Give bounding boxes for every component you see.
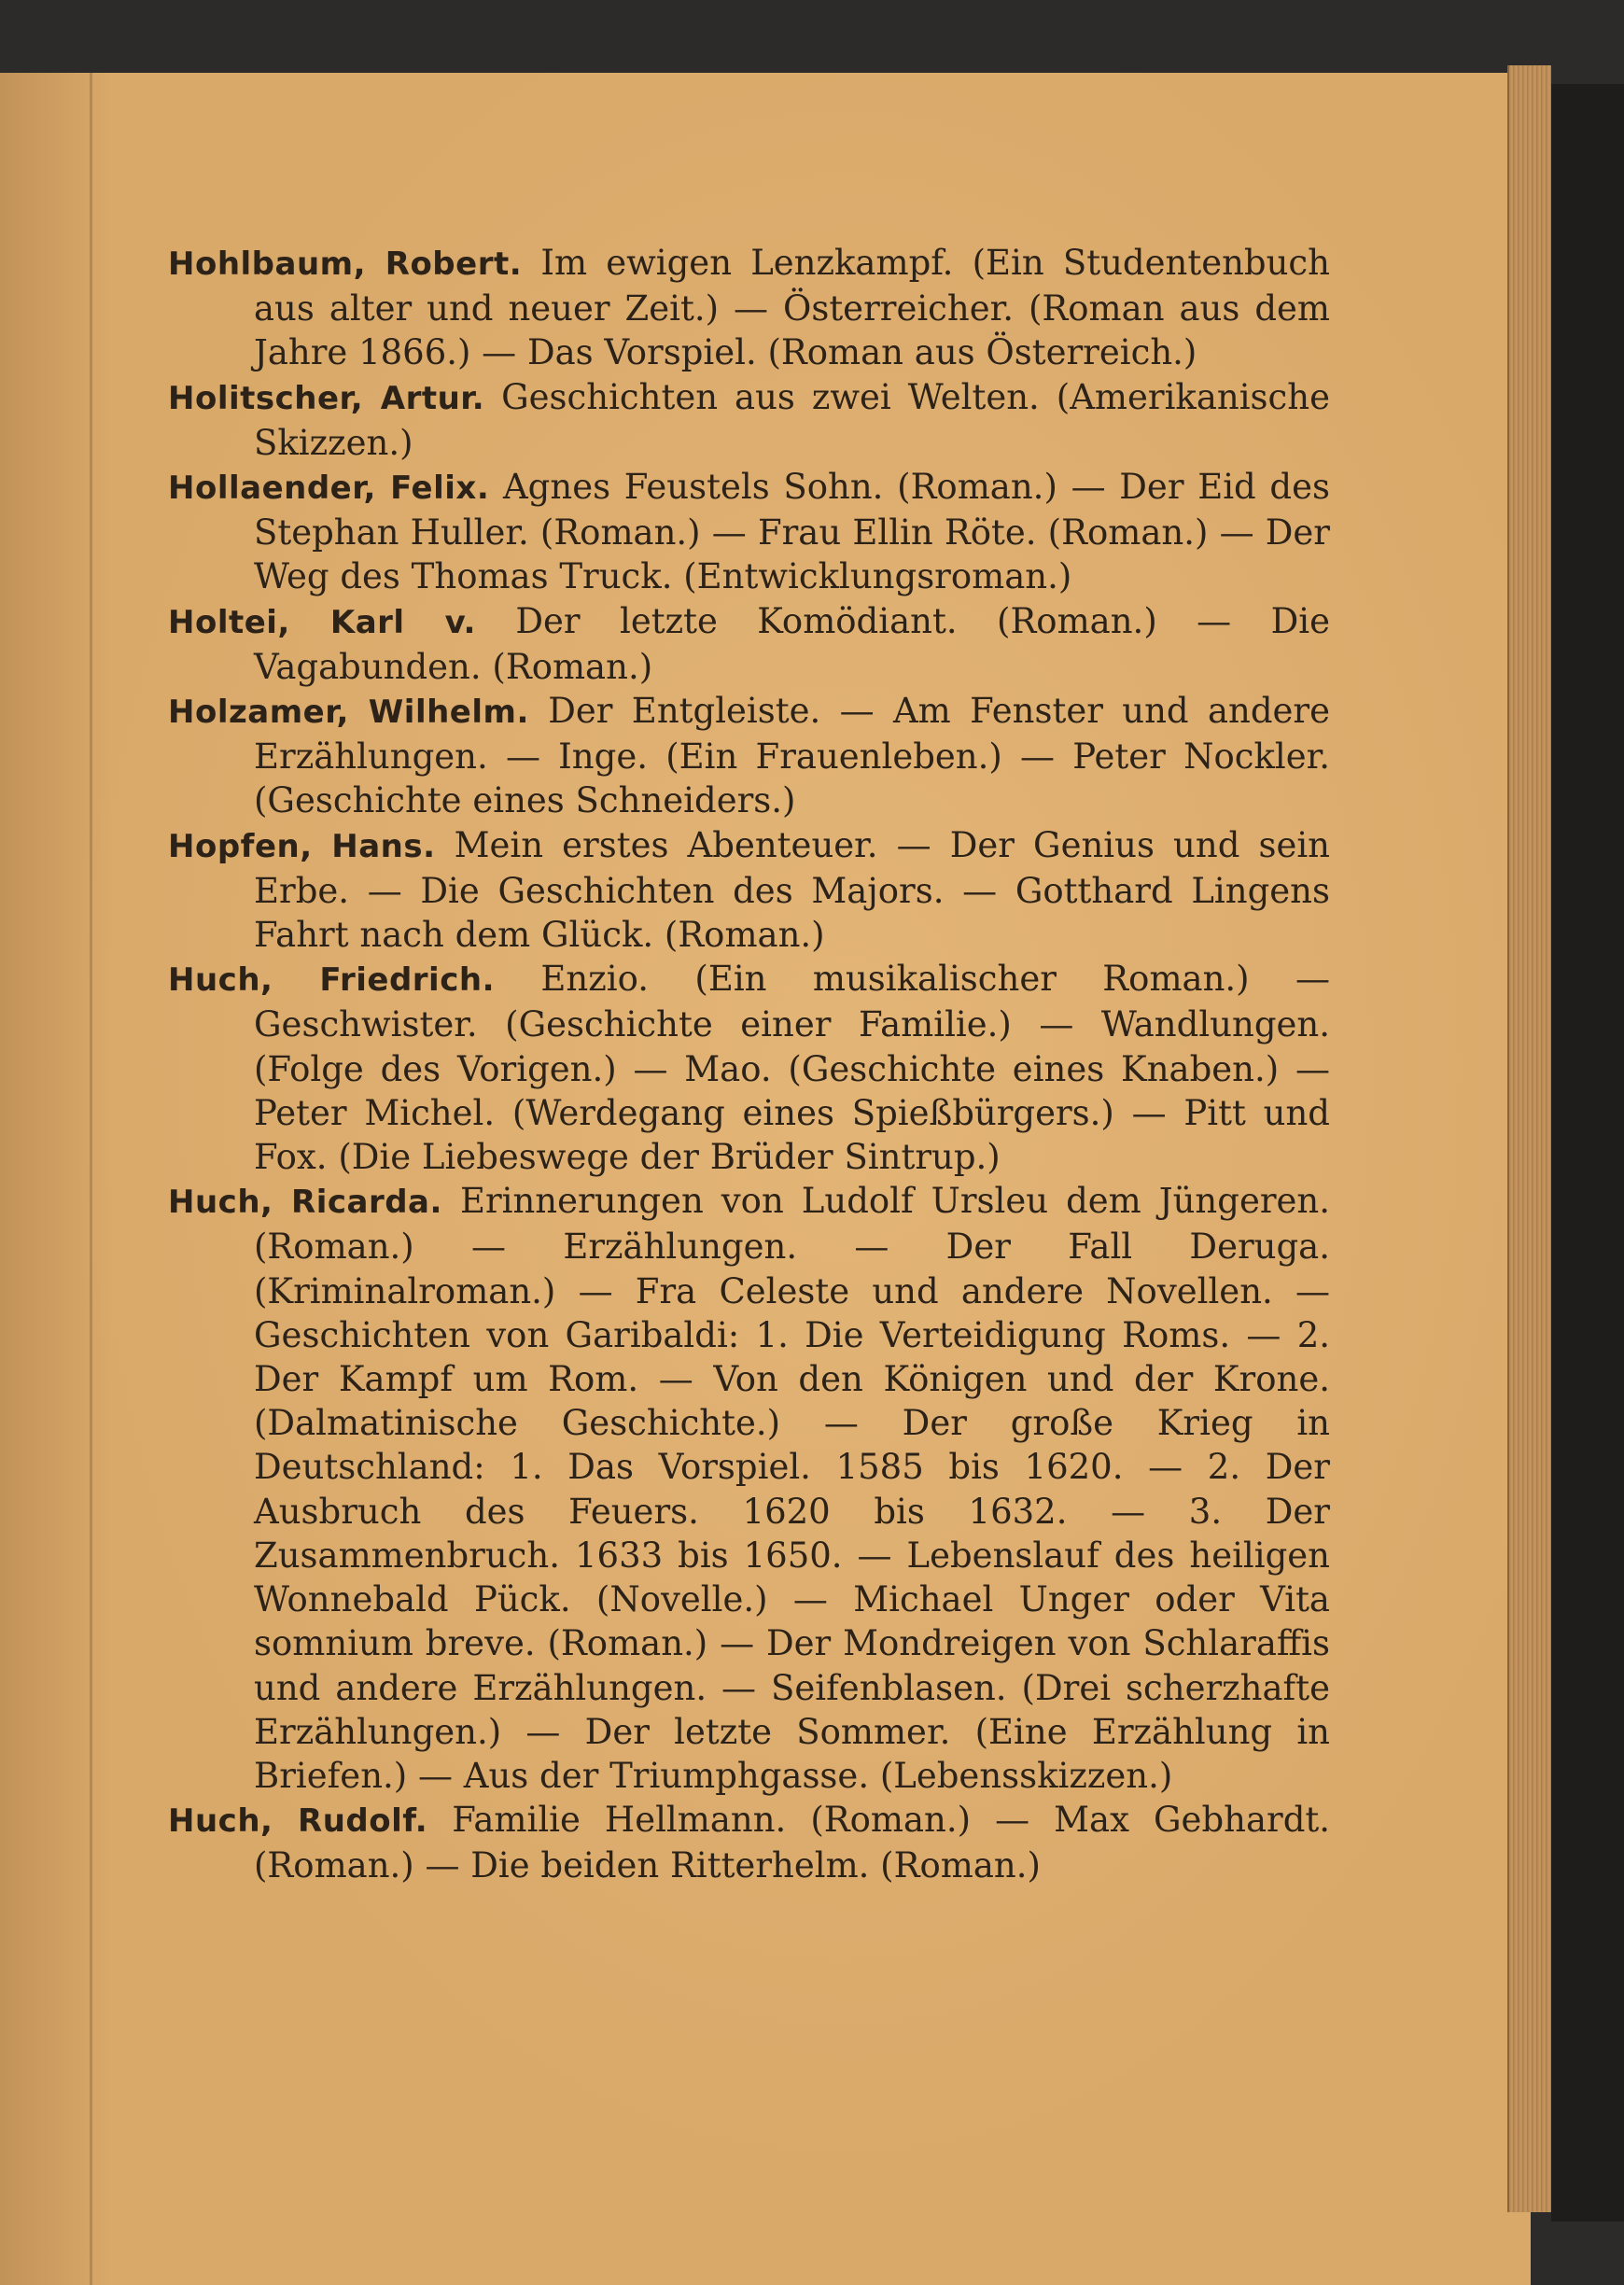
works-list: Erinnerungen von Ludolf Ursleu dem Jüngeren. (Roman.) — Erzählungen. — Der Fall Deruga. (Kriminalroman.) — Fra Celeste und andere Novellen. — Geschichten von Garibaldi: 1. Die Verteidigung Roms. — 2. Der Kampf um Rom. — Von den Königen und der Krone. (Dalmatinische Geschichte.) — Der große Krieg in Deutschland: 1. Das Vorspiel. 1585 bis 1620. — 2. Der Ausbruch des Feuers. 1620 bis 1632. — 3. Der Zusammenbruch. 1633 bis 1650. — Lebenslauf des heiligen Wonnebald Pück. (Novelle.) — Michael Unger oder Vita somnium breve. (Roman.) — Der Mondreigen von Schlaraffis und andere Erzählungen. — Seifenblasen. (Drei scherzhafte Erzählungen.) — Der letzte Sommer. (Eine Erzählung in Briefen.) — Aus der Triumphgasse. (Lebensskizzen.) [254,1181,1331,1796]
entry-hollaender [168,465,1330,599]
entry-holtei [168,599,1330,689]
works-list: Enzio. (Ein musikalischer Roman.) — Geschwister. (Geschichte einer Familie.) — Wandlungen. (Folge des Vorigen.) — Mao. (Geschichte eines Knaben.) — Peter Michel. (Werdegang eines Spießbürgers.) — Pitt und Fox. (Die Liebeswege der Brüder Sintrup.) [254,959,1331,1178]
book-spine [1551,84,1624,2222]
page-gutter-shadow [90,73,92,2285]
bibliography-list [168,241,1330,1888]
works-list: Der letzte Komödiant. (Roman.) — Die Vagabunden. (Roman.) [254,600,1331,687]
entry-huch-rudolf [168,1798,1330,1887]
author-name: Hollaender, Felix. [168,470,490,508]
works-list: Mein erstes Abenteuer. — Der Genius und sein Erbe. — Die Geschichten des Majors. — Gotthard Lingens Fahrt nach dem Glück. (Roman.) [254,824,1331,956]
entry-huch-friedrich [168,957,1330,1179]
works-list: Familie Hellmann. (Roman.) — Max Gebhardt. (Roman.) — Die beiden Ritterhelm. (Roman.) [254,1800,1331,1886]
author-name: Huch, Ricarda. [168,1184,442,1222]
author-name: Hopfen, Hans. [168,827,436,865]
entry-hopfen [168,823,1330,958]
author-name: Holzamer, Wilhelm. [168,694,529,732]
entry-huch-ricarda [168,1179,1330,1798]
works-list: Im ewigen Lenzkampf. (Ein Studentenbuch aus alter und neuer Zeit.) — Österreicher. (Roman aus dem Jahre 1866.) — Das Vorspiel. (Roman aus Österreich.) [254,243,1330,373]
works-list: Agnes Feustels Sohn. (Roman.) — Der Eid des Stephan Huller. (Roman.) — Frau Ellin Röte. (Roman.) — Der Weg des Thomas Truck. (Entwicklungsroman.) [254,467,1330,597]
author-name: Holtei, Karl v. [168,603,476,641]
author-name: Hohlbaum, Robert. [168,245,523,283]
page-edges [1507,65,1551,2212]
entry-holzamer [168,689,1330,823]
author-name: Holitscher, Artur. [168,379,485,417]
entry-holitscher [168,375,1330,465]
works-list: Geschichten aus zwei Welten. (Amerikanische Skizzen.) [254,376,1330,463]
entry-hohlbaum [168,241,1330,375]
author-name: Huch, Friedrich. [168,961,495,1000]
author-name: Huch, Rudolf. [168,1802,428,1841]
works-list: Der Entgleiste. — Am Fenster und andere Erzählungen. — Inge. (Ein Frauenleben.) — Peter Nockler. (Geschichte eines Schneiders.) [254,691,1330,821]
